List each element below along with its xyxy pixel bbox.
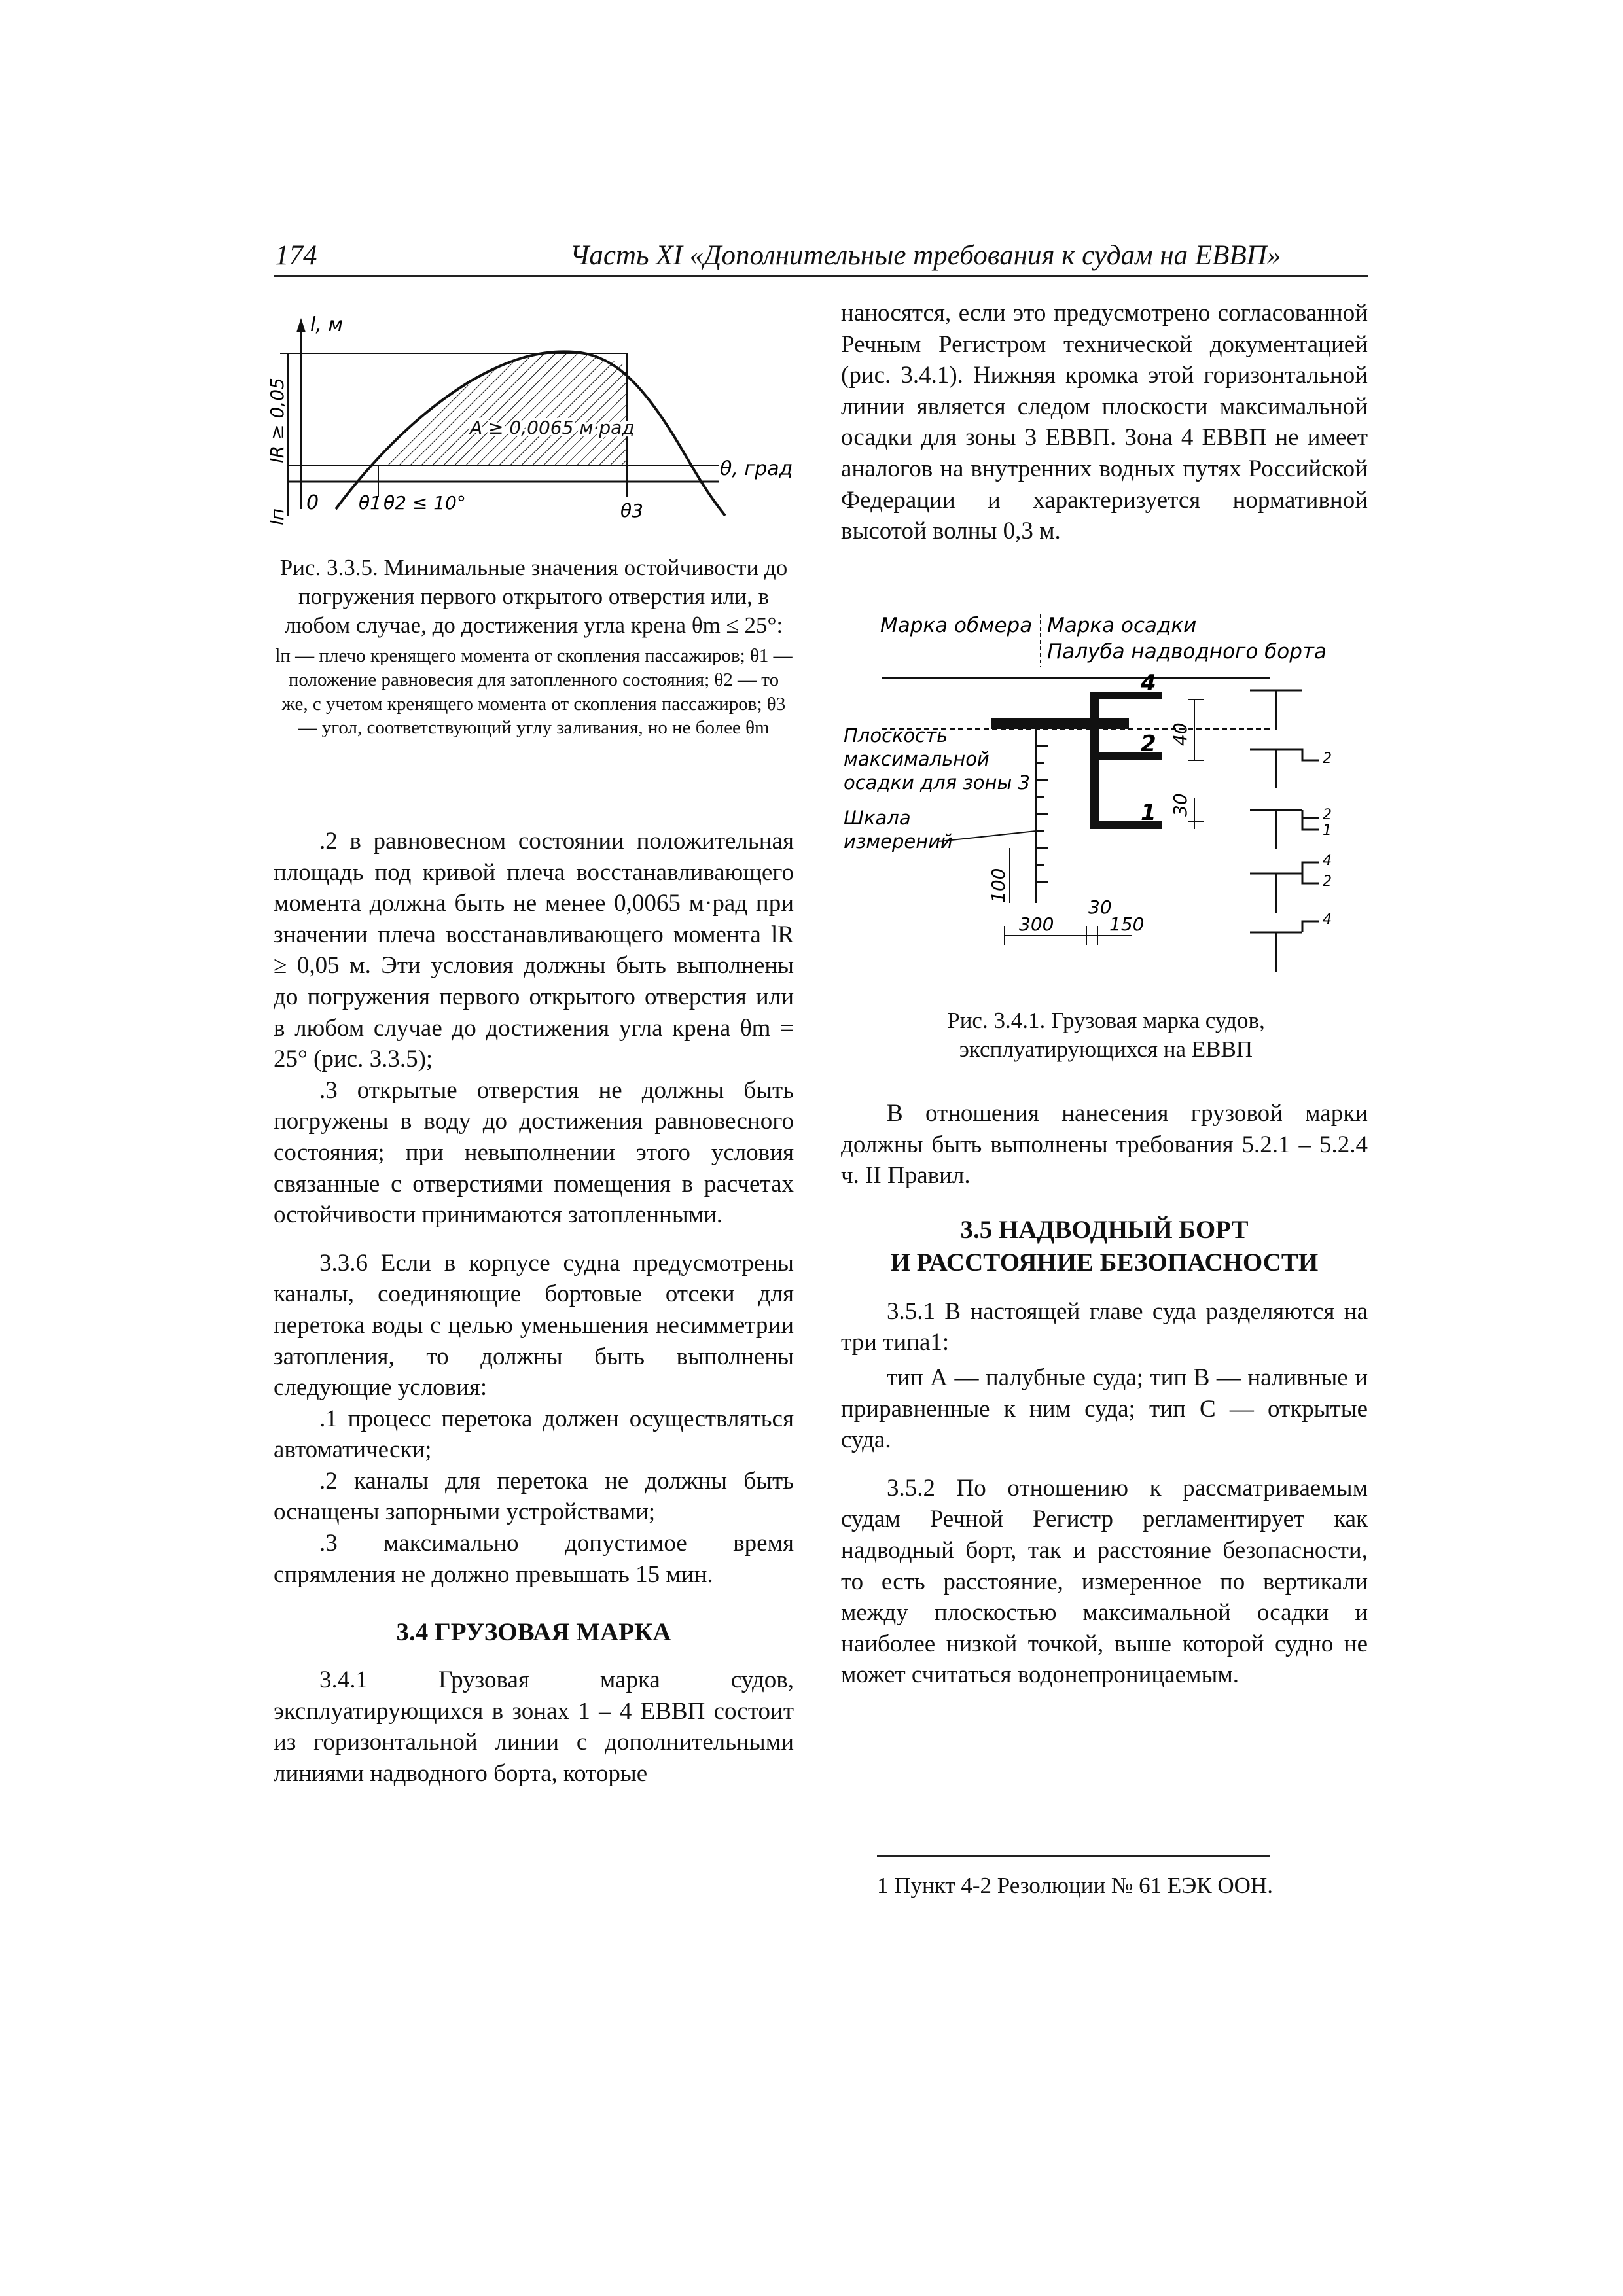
- paluba-label: Палуба надводного борта: [1047, 640, 1327, 663]
- figure-3-4-1-caption: Рис. 3.4.1. Грузовая марка судов, эксплуатирующихся на ЕВВП: [947, 1008, 1265, 1062]
- origin-label: 0: [306, 491, 319, 514]
- dim-30v-label: 30: [1169, 793, 1191, 817]
- running-title: Часть XI «Дополнительные требования к судам на ЕВВП»: [569, 240, 1281, 271]
- theta2-label: θ2 ≤ 10°: [383, 492, 466, 514]
- paragraph-continued: наносятся, если это предусмотрено согласованной Речным Регистром технической документацией (рис. 3.4.1). Нижняя кромка этой горизонтальной линии является следом плоскости максимальной осадки для зоны 3 ЕВВП. Зона 4 ЕВВП не имеет аналогов на внутренних водных путях Российской Федерации и характеризуется нормативной высотой волны 0,3 м.: [841, 300, 1368, 545]
- variant-label-1: 1: [1323, 822, 1332, 839]
- figure-3-3-5-caption-block: [274, 554, 794, 740]
- dim-300-label: 300: [1019, 913, 1054, 935]
- paragraph-2: .2 в равновесном состоянии положительная площадь под кривой плеча восстанавливающего момента должна быть не менее 0,0065 м·рад при значении плеча восстанавливающего момента lR ≥ 0,05 м. Эти условия должны быть выполнены до погружения первого открытого отверстия или в любом случае до достижения угла крена θm = 25° (рис. 3.3.5);: [274, 828, 794, 1073]
- mark-number-2: 2: [1141, 731, 1156, 757]
- paragraph-3-3-6: 3.3.6 Если в корпусе судна предусмотрены каналы, соединяющие бортовые отсеки для перетока воды с целью уменьшения несимметрии затопления, то должны быть выполнены следующие условия:: [274, 1249, 794, 1402]
- heading-3-5-line1: 3.5 НАДВОДНЫЙ БОРТ: [960, 1215, 1249, 1244]
- ploskost-label-3: осадки для зоны 3: [844, 771, 1031, 794]
- figure-3-3-5-note: lп — плечо кренящего момента от скопления пассажиров; θ1 — положение равновесия для затопленного состояния; θ2 — то же, с учетом кренящего момента от скопления пассажиров; θ3 — угол, соответствующий углу заливания, но не более θm: [275, 645, 793, 739]
- left-column: [274, 826, 794, 1790]
- footnote: 1 Пункт 4-2 Резолюции № 61 ЕЭК ООН.: [877, 1873, 1273, 1898]
- x-axis-label: θ, град: [720, 457, 793, 480]
- theta3-label: θ3: [620, 500, 643, 521]
- theta1-label: θ1: [359, 492, 382, 514]
- paragraph-marking-requirements: В отношения нанесения грузовой марки должны быть выполнены требования 5.2.1 – 5.2.4 ч. II Правил.: [841, 1100, 1368, 1190]
- paragraph-3: .3 открытые отверстия не должны быть погружены в воду до достижения равновесного состояния; при невыполнении этого условия связанные с отверстиями помещения в расчетах остойчивости принимаются затопленными.: [274, 1076, 794, 1229]
- figure-3-4-1: [841, 609, 1368, 988]
- figure-3-3-5-caption: Рис. 3.3.5. Минимальные значения остойчивости до погружения первого открытого отверстия или, в любом случае, до достижения угла крена θm ≤ 25°:: [279, 555, 788, 638]
- dim-150-label: 150: [1109, 913, 1145, 935]
- shkala-label-1: Шкала: [844, 807, 911, 829]
- dim-100-label: 100: [988, 868, 1009, 903]
- variant-label-2c: 2: [1323, 874, 1332, 890]
- footnote-separator: [877, 1855, 1270, 1857]
- variant-label-4a: 4: [1323, 853, 1332, 869]
- variant-label-2b: 2: [1323, 807, 1332, 823]
- mark-number-4: 4: [1141, 670, 1156, 696]
- area-label: A ≥ 0,0065 м·рад: [470, 417, 635, 438]
- marka-osadki-label: Марка осадки: [1047, 614, 1197, 637]
- lp-label: lп: [266, 508, 288, 525]
- paragraph-3-4-1: 3.4.1 Грузовая марка судов, эксплуатирующихся в зонах 1 – 4 ЕВВП состоит из горизонтальной линии с дополнительными линиями надводного борта, которые: [274, 1667, 794, 1788]
- dim-30-label: 30: [1088, 896, 1112, 918]
- right-column-top: [841, 298, 1368, 547]
- ploskost-label-2: максимальной: [844, 748, 990, 770]
- ploskost-label-1: Плоскость: [844, 724, 948, 747]
- variant-label-4b: 4: [1323, 911, 1332, 928]
- paragraph-3-3-6-3: .3 максимально допустимое время спрямления не должно превышать 15 мин.: [274, 1530, 794, 1588]
- y-axis-label: l, м: [310, 313, 344, 336]
- paragraph-3-5-1: 3.5.1 В настоящей главе суда разделяются на три типа1:: [841, 1298, 1368, 1356]
- heading-3-5-line2: И РАССТОЯНИЕ БЕЗОПАСНОСТИ: [890, 1248, 1319, 1277]
- figure-3-3-5: [266, 313, 797, 535]
- paragraph-3-3-6-2: .2 каналы для перетока не должны быть оснащены запорными устройствами;: [274, 1467, 794, 1526]
- page-number: 174: [275, 240, 317, 271]
- shkala-label-2: измерений: [844, 830, 953, 853]
- figure-3-4-1-caption-block: [857, 1006, 1355, 1064]
- variant-label-2a: 2: [1323, 751, 1332, 767]
- paragraph-3-5-2: 3.5.2 По отношению к рассматриваемым судам Речной Регистр регламентирует как надводный борт, так и расстояние безопасности, то есть расстояние, измеренное по вертикали между плоскостью максимальной осадки и наиболее низкой точкой, выше которой судно не может считаться водонепроницаемым.: [841, 1474, 1368, 1689]
- right-column-bottom: [841, 1098, 1368, 1691]
- heading-3-4: 3.4 ГРУЗОВАЯ МАРКА: [396, 1618, 671, 1647]
- dim-40-label: 40: [1169, 722, 1191, 746]
- lr-label: lR ≥ 0,05: [266, 378, 288, 463]
- running-header: [274, 237, 1368, 277]
- paragraph-types: тип А — палубные суда; тип В — наливные и приравненные к ним суда; тип С — открытые суда.: [841, 1364, 1368, 1454]
- mark-number-1: 1: [1141, 800, 1156, 826]
- marka-obmera-label: Марка обмера: [880, 614, 1033, 637]
- paragraph-3-3-6-1: .1 процесс перетока должен осуществляться автоматически;: [274, 1405, 794, 1464]
